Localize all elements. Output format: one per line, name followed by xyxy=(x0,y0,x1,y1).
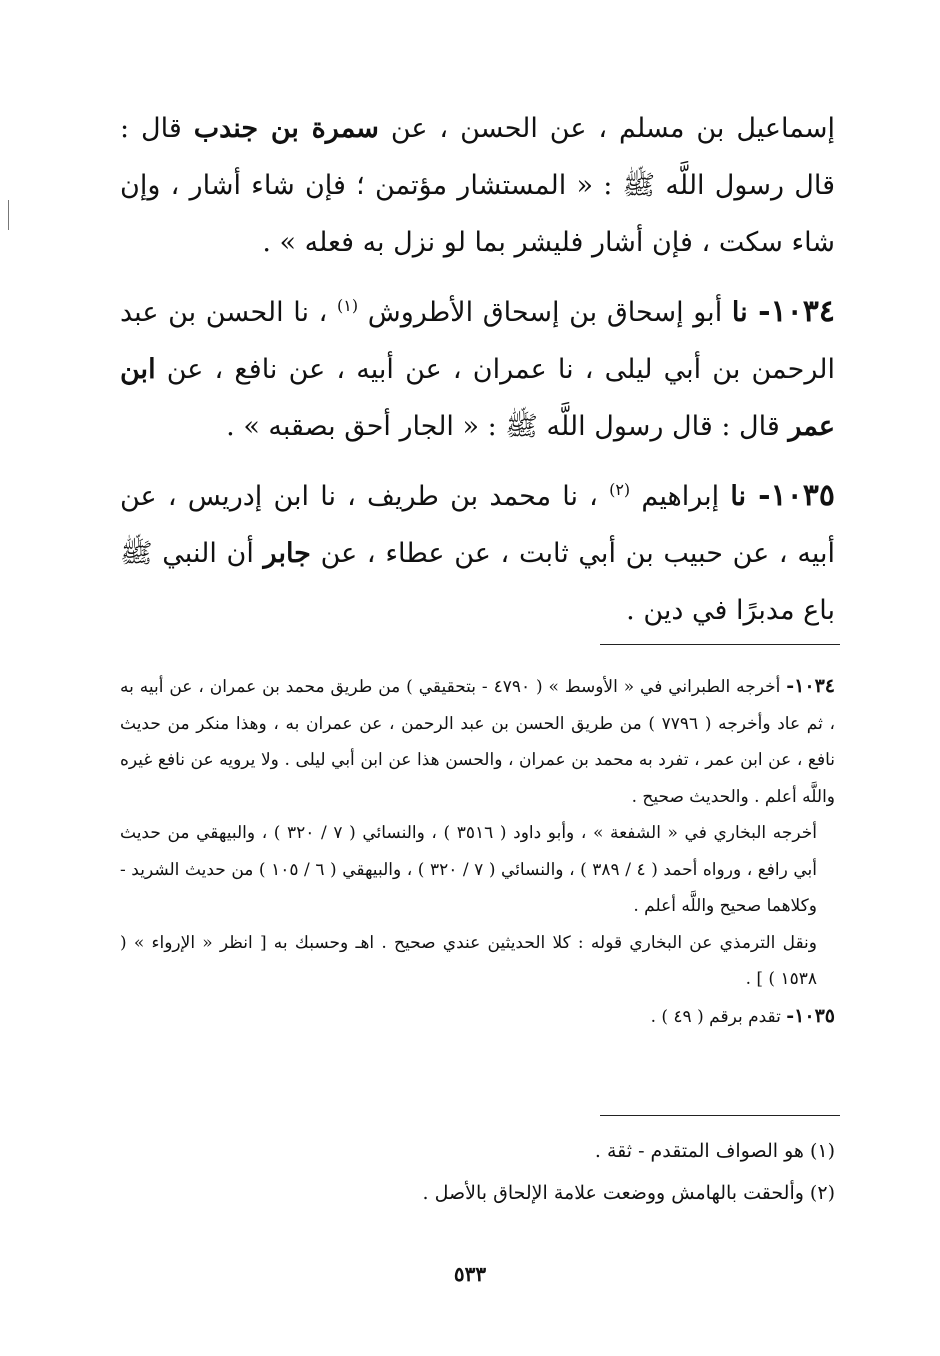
footnote-ref[interactable]: (١) xyxy=(337,296,359,315)
text-segment: قال : قال رسول اللَّه ﷺ : « الجار أحق بصقبه » . xyxy=(226,411,789,442)
note-text: تقدم برقم ( ٤٩ ) . xyxy=(650,1006,787,1027)
hadith-1034 xyxy=(120,283,835,455)
text-segment: أن النبي ﷺ باع مدبرًا في دين . xyxy=(120,538,835,626)
main-text xyxy=(120,100,835,639)
footnote-2: (٢) وألحقت بالهامش ووضعت علامة الإلحاق بالأصل . xyxy=(422,1182,835,1204)
paragraph-continuation xyxy=(120,100,835,271)
narrator-name: ابن عمر xyxy=(120,354,835,442)
text-segment: ، نا محمد بن طريف ، نا ابن إدريس ، عن أبيه ، عن حبيب بن أبي ثابت ، عن عطاء ، عن xyxy=(120,481,835,569)
note-text: ونقل الترمذي عن البخاري قوله : كلا الحديثين عندي صحيح . اهـ وحسبك به [ انظر « الإرواء » ( ١٥٣٨ ) ] . xyxy=(120,932,817,989)
note-text: أخرجه البخاري في « الشفعة » ، وأبو داود ( ٣٥١٦ ) ، والنسائي ( ٧ / ٣٢٠ ) ، والبيهقي من حديث أبي رافع ، ورواه أحمد ( ٤ / ٣٨٩ ) ، والنسائي ( ٧ / ٣٢٠ ) ، والبيهقي ( ٦ / ١٠٥ ) من حديث الشريد - وكلاهما صحيح واللَّه أعلم . xyxy=(120,823,818,916)
text-segment: إبراهيم xyxy=(630,481,731,512)
footnotes xyxy=(120,1130,835,1214)
note-1034-tirmidhi xyxy=(120,925,835,998)
note-1034 xyxy=(120,668,835,815)
footnotes-divider xyxy=(600,1115,840,1116)
note-text: أخرجه الطبراني في « الأوسط » ( ٤٧٩٠ - بتحقيقي ) من طريق محمد بن عمران ، عن أبيه به ، ثم عاد وأخرجه ( ٧٧٩٦ ) من طريق الحسن بن عبد الرحمن ، عن عمران به ، وهذا منكر من حديث نافع ، عن ابن عمر ، تفرد به محمد بن عمران ، والحسن هذا عن ابن أبي ليلى . ولا يرويه عن نافع غيره واللَّه أعلم . والحديث صحيح . xyxy=(120,677,835,807)
text-segment: ، نا الحسن بن عبد الرحمن بن أبي ليلى ، نا عمران ، عن أبيه ، عن نافع ، عن xyxy=(120,297,835,385)
footnote-ref[interactable]: (٢) xyxy=(609,480,631,499)
text-segment: أبو إسحاق بن إسحاق الأطروش xyxy=(358,297,732,328)
text-segment: إسماعيل بن مسلم ، عن الحسن ، عن xyxy=(378,113,836,144)
note-number: ١٠٣٥- xyxy=(786,1004,835,1027)
commentary-notes xyxy=(120,668,835,1035)
narration-marker: نا xyxy=(731,297,759,328)
hadith-1035 xyxy=(120,467,835,639)
narrator-name: سمرة بن جندب xyxy=(193,113,379,144)
note-1034-continued xyxy=(120,815,835,925)
note-number: ١٠٣٤- xyxy=(786,675,835,697)
footnote-1: (١) هو الصواف المتقدم - ثقة . xyxy=(594,1140,835,1162)
notes-divider xyxy=(600,644,840,645)
scan-edge-mark xyxy=(8,200,9,230)
hadith-number: ١٠٣٥- xyxy=(758,478,835,513)
narration-marker: نا xyxy=(730,481,759,512)
note-1035 xyxy=(120,998,835,1036)
text-segment: قال : قال رسول اللَّه ﷺ : « المستشار مؤتمن ؛ فإن شاء أشار ، وإن شاء سكت ، فإن أشار فليشر بما لو نزل به فعله » . xyxy=(120,113,835,258)
hadith-number: ١٠٣٤- xyxy=(758,294,835,329)
narrator-name: جابر xyxy=(263,538,311,569)
page-number: ٥٣٣ xyxy=(453,1262,487,1286)
